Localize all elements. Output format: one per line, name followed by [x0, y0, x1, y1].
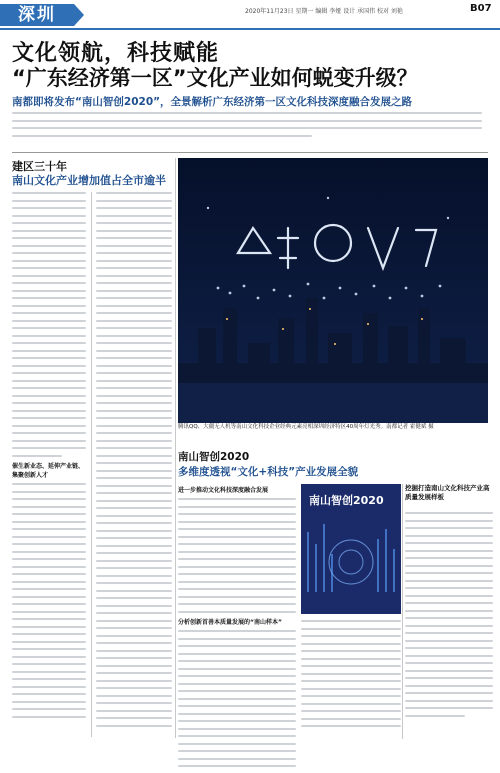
- report-cover-image: [301, 484, 401, 614]
- report-subheading: 多维度透视“文化+科技”产业发展全貌: [178, 466, 359, 478]
- middle-section-heading: 进一步推动文化科技深度融合发展: [178, 487, 269, 494]
- lead-divider: [12, 152, 488, 153]
- report-section-heading: 分析创新首善本质量发展的“南山样本”: [178, 619, 282, 626]
- left-article-col-1: [12, 192, 86, 723]
- header-rule: [0, 28, 500, 30]
- news-photo-light-show: [178, 158, 488, 423]
- left-article-subtitle: 南山文化产业增加值占全市逾半: [12, 174, 166, 187]
- headline-line-2: “广东经济第一区”文化产业如何蜕变升级？: [12, 66, 418, 90]
- left-article-title: 建区三十年: [12, 160, 67, 173]
- report-column-2: [301, 620, 401, 733]
- left-article-section-heading: 催生新业态、延伸产业链、集聚创新人才: [12, 463, 85, 479]
- report-column-1: [178, 484, 296, 773]
- dateline: 2020年11月23日 星期一 编辑 李娅 设计 承国伟 校对 刘艳: [245, 8, 403, 15]
- headline-line-1: 文化领航，科技赋能: [12, 41, 220, 66]
- side-column-heading: 挖掘打造南山文化科技产业高质量发展样板: [405, 484, 490, 501]
- report-cover-title: 南山智创2020: [309, 494, 384, 507]
- column-divider: [402, 484, 403, 739]
- column-divider: [175, 158, 176, 738]
- column-divider: [91, 192, 92, 737]
- headline-subtitle: 南都即将发布“南山智创2020”，全景解析广东经济第一区文化科技深度融合发展之路: [12, 96, 413, 108]
- lead-paragraph: [12, 112, 482, 142]
- left-article-col-2: [96, 192, 172, 732]
- report-heading: 南山智创2020: [178, 451, 250, 463]
- page-number: B07: [470, 3, 492, 14]
- drone-light-show-image: [178, 158, 488, 423]
- side-column-body: [405, 512, 493, 722]
- section-label: 深圳: [0, 4, 74, 26]
- photo-caption: 腾讯QQ、大疆无人机等南山文化科技企业经典元素亮相深圳经济特区40周年灯光秀。南都记者 霍健斌 摄: [178, 424, 434, 430]
